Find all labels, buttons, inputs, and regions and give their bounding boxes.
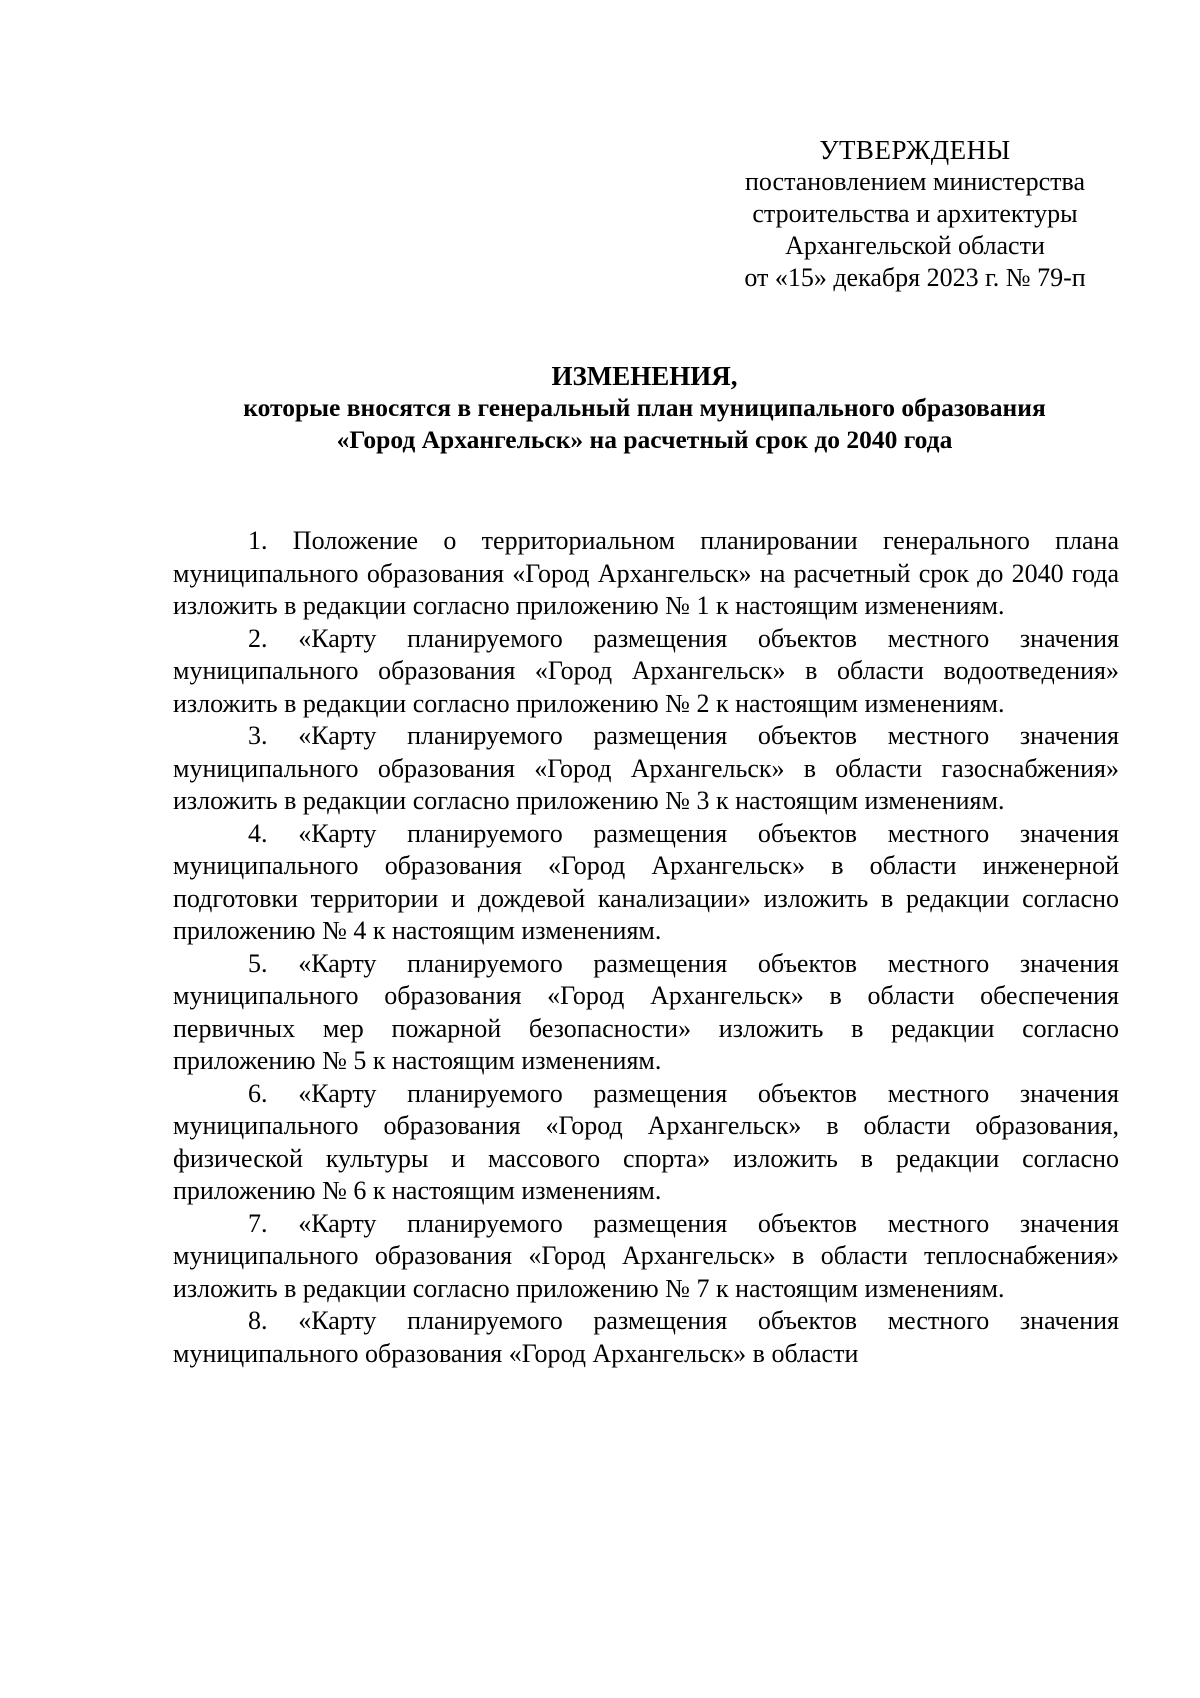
paragraph-item-7: 7. «Карту планируемого размещения объектов местного значения муниципального образования «Город Архангельск» в области теплоснабжения» изложить в редакции согласно приложению № 7 к настоящим изменениям. — [173, 1208, 1119, 1303]
document-body — [173, 525, 1119, 1370]
approval-line-3: Архангельской области — [785, 231, 1045, 260]
paragraph-item-2: 2. «Карту планируемого размещения объектов местного значения муниципального образования «Город Архангельск» в области водоотведения» изложить в редакции согласно приложению № 2 к настоящим изменениям. — [173, 623, 1119, 718]
document-subtitle-line-2: «Город Архангельск» на расчетный срок до 2040 года — [336, 425, 953, 454]
document-heading: ИЗМЕНЕНИЯ, — [551, 361, 738, 391]
document-title-block — [172, 360, 1117, 456]
paragraph-item-1: 1. Положение о территориальном планировании генерального плана муниципального образования «Город Архангельск» на расчетный срок до 2040 года изложить в редакции согласно приложению № 1 к настоящим изменениям. — [173, 526, 1119, 620]
approval-line-1: постановлением министерства — [744, 167, 1086, 196]
approval-date-number: от «15» декабря 2023 г. № 79-п — [744, 263, 1086, 292]
approval-heading: УТВЕРЖДЕНЫ — [819, 135, 1011, 165]
paragraph-item-6: 6. «Карту планируемого размещения объектов местного значения муниципального образования «Город Архангельск» в области образования, физической культуры и массового спорта» изложить в редакции согласно приложению № 6 к настоящим изменениям. — [173, 1078, 1119, 1205]
paragraph-item-4: 4. «Карту планируемого размещения объектов местного значения муниципального образования «Город Архангельск» в области инженерной подготовки территории и дождевой канализации» изложить в редакции согласно приложению № 4 к настоящим изменениям. — [173, 818, 1119, 945]
approval-stamp-block — [715, 134, 1115, 294]
approval-line-2: строительства и архитектуры — [752, 199, 1078, 228]
paragraph-item-8: 8. «Карту планируемого размещения объектов местного значения муниципального образования «Город Архангельск» в области — [173, 1306, 1119, 1368]
paragraph-item-5: 5. «Карту планируемого размещения объектов местного значения муниципального образования «Город Архангельск» в области обеспечения первичных мер пожарной безопасности» изложить в редакции согласно приложению № 5 к настоящим изменениям. — [173, 948, 1119, 1075]
document-subtitle-line-1: которые вносятся в генеральный план муниципального образования — [243, 393, 1046, 422]
paragraph-item-3: 3. «Карту планируемого размещения объектов местного значения муниципального образования «Город Архангельск» в области газоснабжения» изложить в редакции согласно приложению № 3 к настоящим изменениям. — [173, 721, 1119, 815]
